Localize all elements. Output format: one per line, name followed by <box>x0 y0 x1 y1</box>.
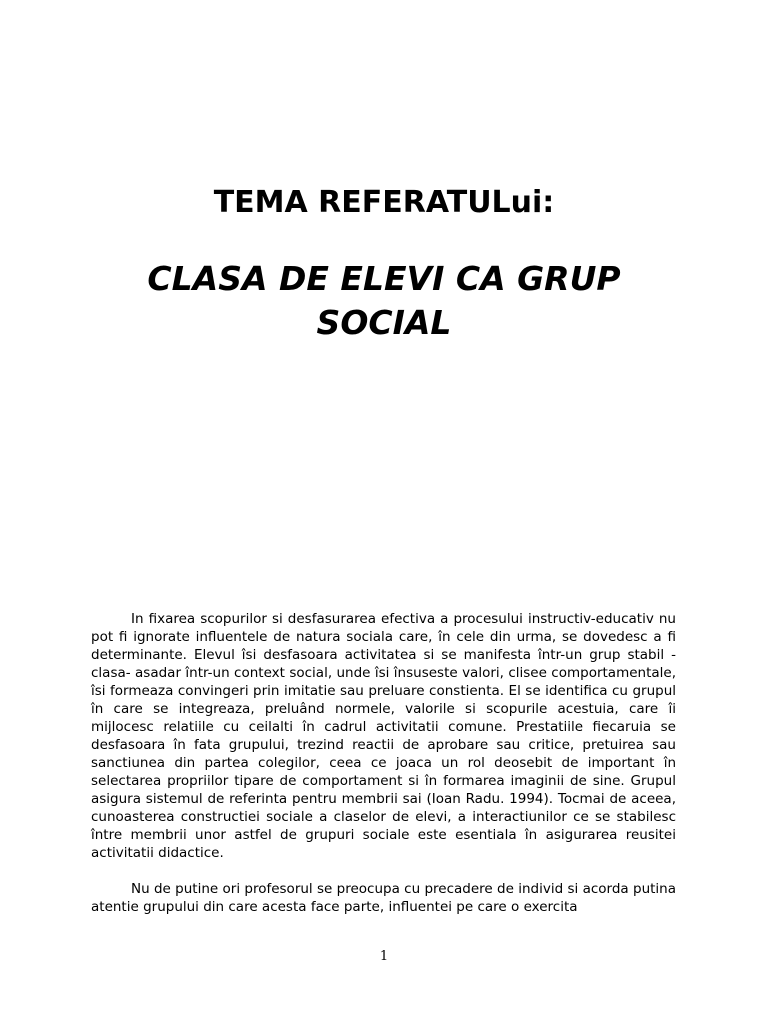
page-number: 1 <box>379 949 389 964</box>
paragraph-2: Nu de putine ori profesorul se preocupa cu precadere de individ si acorda putina atentie grupului din care acesta face parte, influentei pe care o exercita <box>91 881 676 915</box>
document-title: CLASA DE ELEVI CA GRUP SOCIAL <box>147 259 621 342</box>
paragraph-1: In fixarea scopurilor si desfasurarea efectiva a procesului instructiv-educativ nu pot fi ignorate influentele de natura sociala care, în cele din urma, se dovedesc a fi determinante. Elevul îsi desfasoara activitatea si se manifesta într-un grup stabil -clasa- asadar într-un context social, unde îsi însuseste valori, clisee comportamentale, îsi formeaza convingeri prin imitatie sau preluare constienta. El se identifica cu grupul în care se integreaza, preluând normele, valorile si scopurile acestuia, care îi mijlocesc relatiile cu ceilalti în cadrul activitatii comune. Prestatiile fiecaruia se desfasoara în fata grupului, trezind reactii de aprobare sau critice, pretuirea sau sanctiunea din partea colegilor, ceea ce joaca un rol deosebit de important în selectarea propriilor tipare de comportament si în formarea imaginii de sine. Grupul asigura sistemul de referinta pentru membrii sai (Ioan Radu. 1994). Tocmai de aceea, cunoasterea constructiei sociale a claselor de elevi, a interactiunilor ce se stabilesc între membrii unor astfel de grupuri sociale este esentiala în asigurarea reusitei activitatii didactice. <box>91 611 676 861</box>
document-heading: TEMA REFERATULui: <box>213 185 555 220</box>
body-text <box>91 610 676 916</box>
